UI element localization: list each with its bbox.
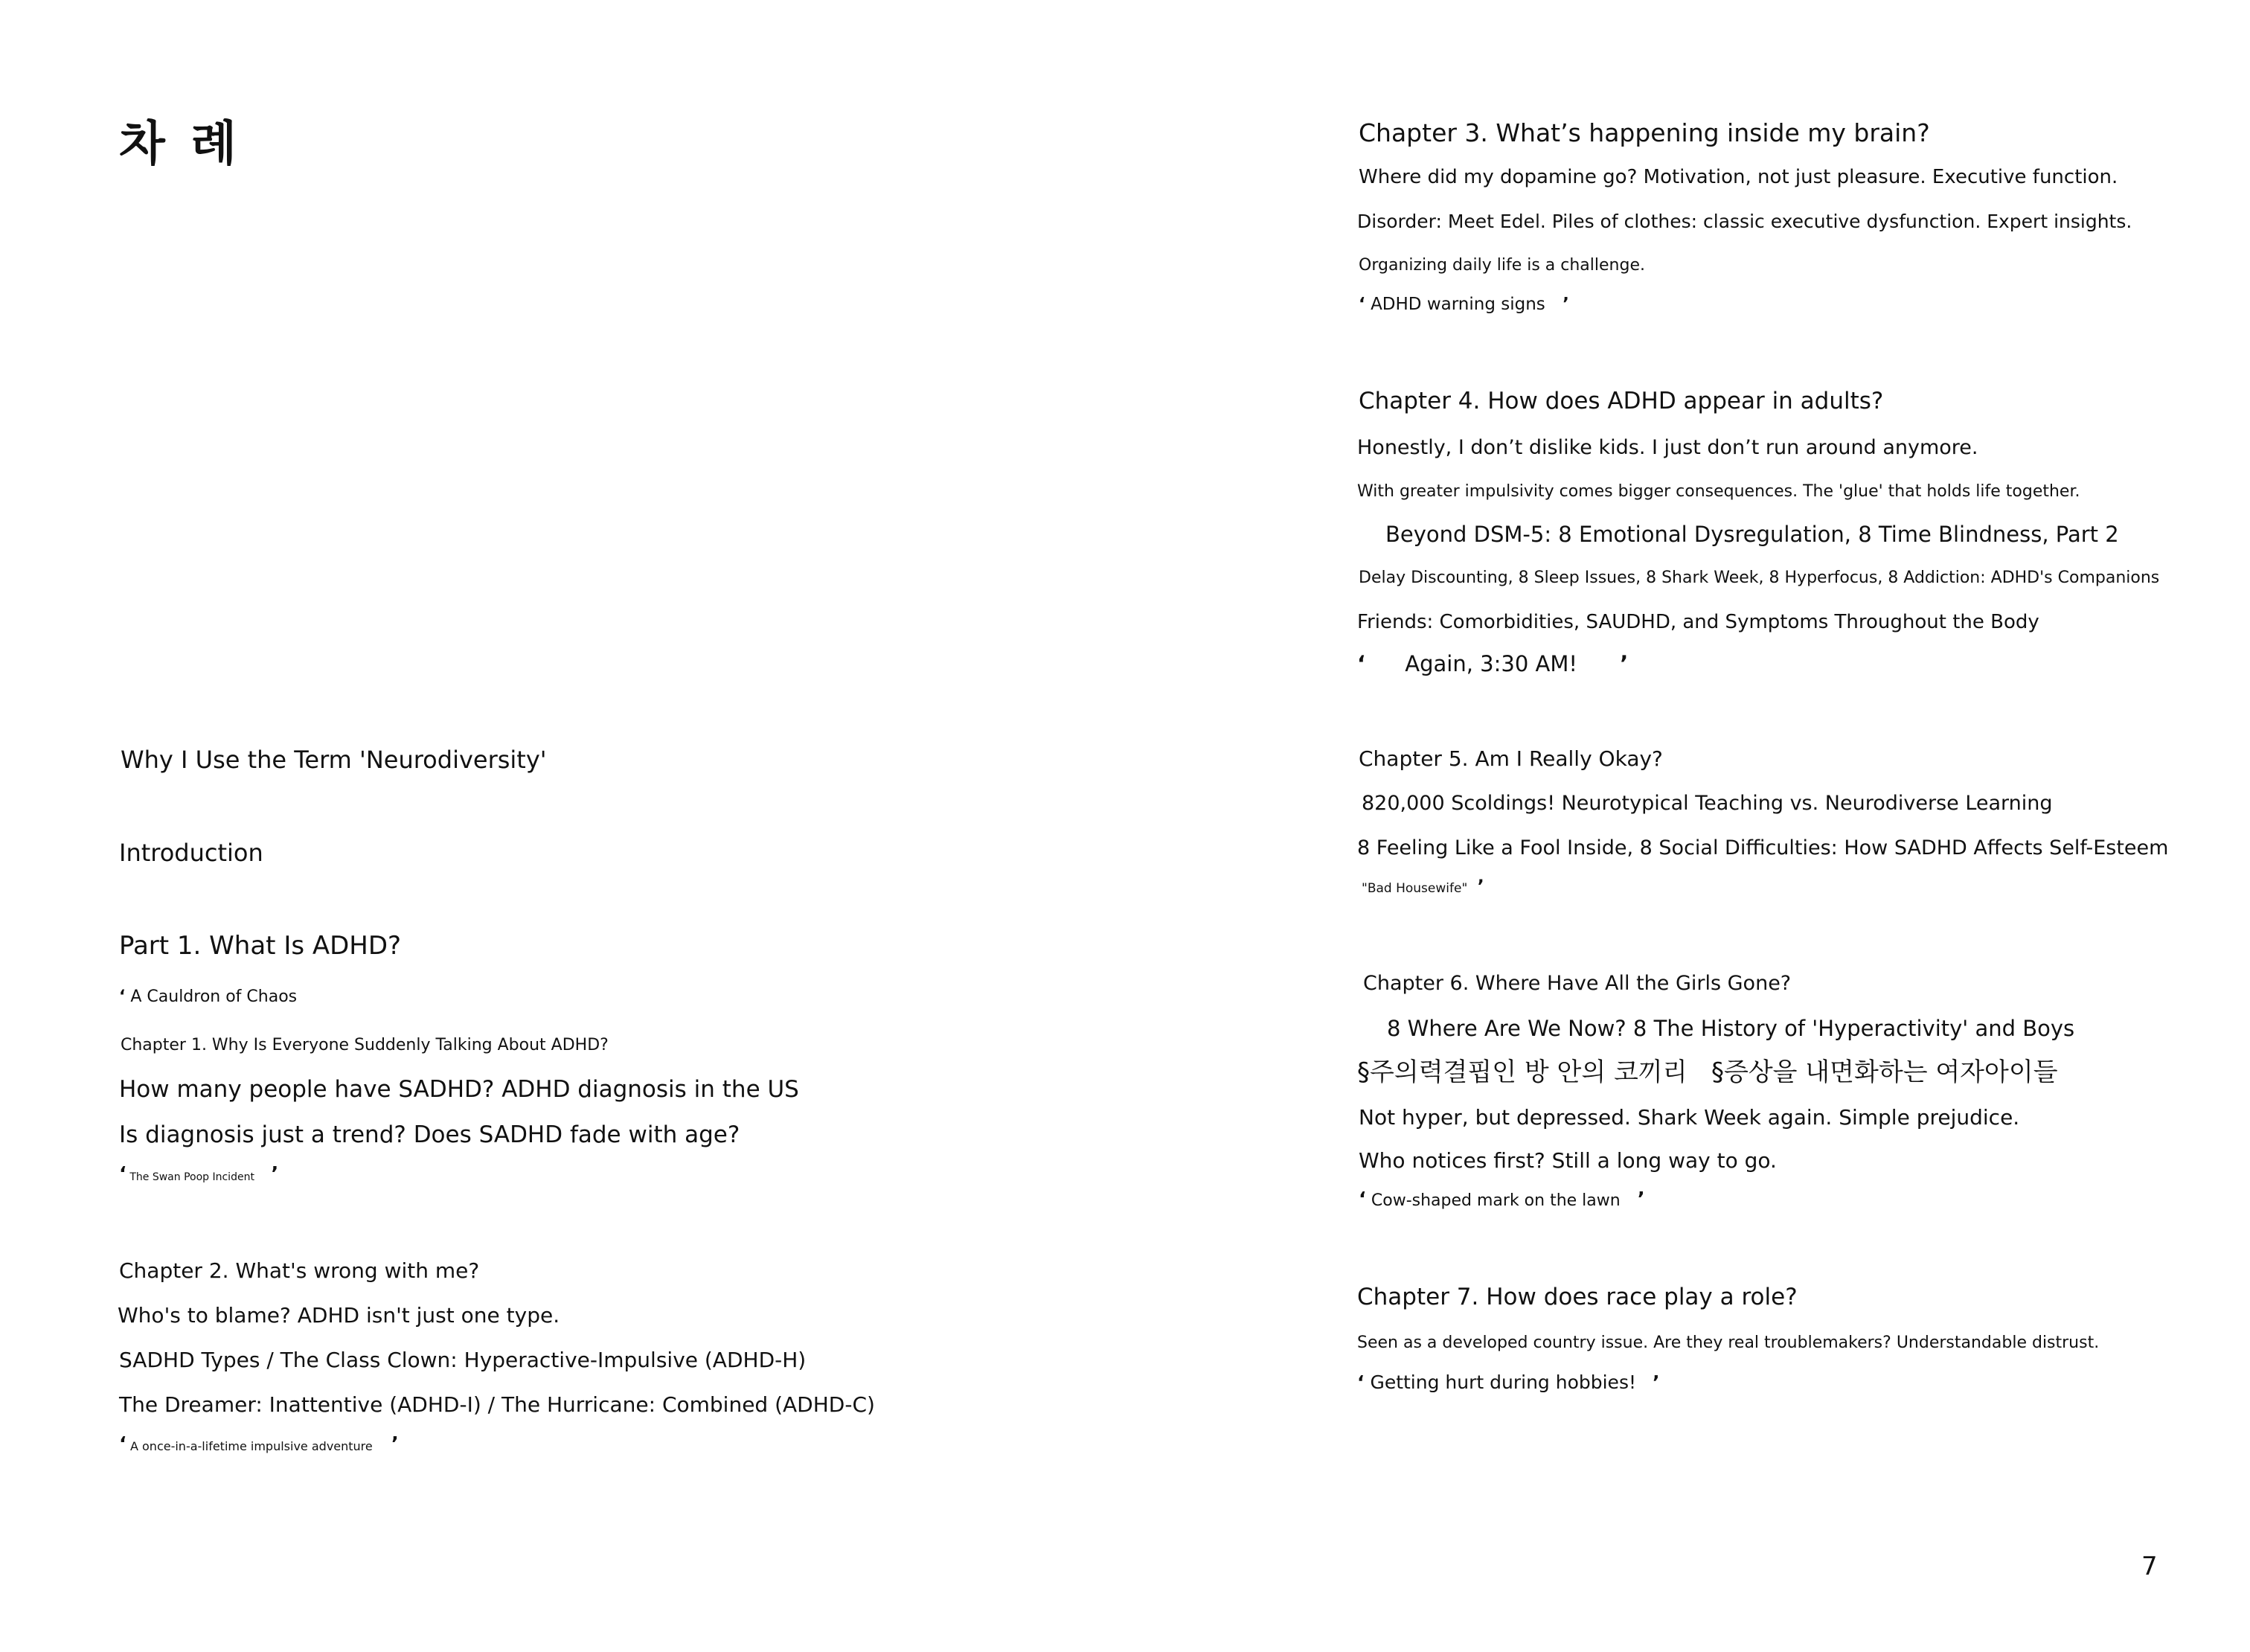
- toc-chapter6-line[interactable]: Not hyper, but depressed. Shark Week again. Simple prejudice.: [1359, 1105, 2020, 1130]
- toc-chapter5-line[interactable]: 8 Feeling Like a Fool Inside, 8 Social Difficulties: How SADHD Affects Self-Esteem: [1357, 836, 2169, 859]
- toc-chapter6-line-korean[interactable]: §주의력결핍인 방 안의 코끼리 §증상을 내면화하는 여자아이들: [1357, 1057, 2058, 1087]
- story-title: Again, 3:30 AM!: [1405, 651, 1577, 676]
- story-title: "Bad Housewife": [1362, 881, 1468, 896]
- toc-chapter5-line[interactable]: 820,000 Scoldings! Neurotypical Teaching vs. Neurodiverse Learning: [1362, 792, 2053, 815]
- toc-chapter6-line[interactable]: 8 Where Are We Now? 8 The History of 'Hyperactivity' and Boys: [1387, 1016, 2075, 1041]
- toc-chapter3-story[interactable]: [1359, 295, 1569, 314]
- story-title: The Swan Poop Incident: [129, 1171, 254, 1183]
- story-title: ADHD warning signs: [1371, 295, 1545, 314]
- toc-chapter4-line[interactable]: Friends: Comorbidities, SAUDHD, and Symptoms Throughout the Body: [1357, 611, 2039, 633]
- toc-chapter2-story[interactable]: [119, 1434, 399, 1456]
- open-quote: ‘: [1359, 295, 1365, 314]
- close-quote: ’: [1637, 1188, 1645, 1211]
- toc-chapter7-line[interactable]: Seen as a developed country issue. Are they real troublemakers? Understandable distrust.: [1357, 1334, 2100, 1352]
- story-title: Cow-shaped mark on the lawn: [1371, 1191, 1621, 1210]
- toc-chapter1-heading[interactable]: Chapter 1. Why Is Everyone Suddenly Talking About ADHD?: [121, 1036, 609, 1054]
- open-quote: ‘: [119, 1163, 126, 1185]
- toc-chapter3-heading[interactable]: Chapter 3. What’s happening inside my brain?: [1359, 118, 1930, 147]
- close-quote: ’: [1620, 651, 1629, 676]
- close-quote: ’: [271, 1163, 279, 1185]
- toc-chapter1-line[interactable]: How many people have SADHD? ADHD diagnosis in the US: [119, 1076, 799, 1103]
- toc-entry-introduction[interactable]: Introduction: [119, 839, 263, 867]
- toc-chapter4-line[interactable]: With greater impulsivity comes bigger consequences. The 'glue' that holds life together.: [1357, 482, 2080, 501]
- open-quote: ‘: [1357, 1371, 1365, 1393]
- page-number: 7: [2141, 1552, 2158, 1581]
- toc-chapter4-line[interactable]: Beyond DSM-5: 8 Emotional Dysregulation, 8 Time Blindness, Part 2: [1385, 522, 2119, 547]
- story-title: A Cauldron of Chaos: [130, 987, 298, 1006]
- toc-chapter6-heading[interactable]: Chapter 6. Where Have All the Girls Gone?: [1363, 972, 1792, 995]
- toc-chapter3-line[interactable]: Where did my dopamine go? Motivation, not just pleasure. Executive function.: [1359, 166, 2118, 188]
- toc-chapter7-story[interactable]: [1357, 1372, 1659, 1394]
- close-quote: ’: [1562, 295, 1569, 314]
- story-title: Getting hurt during hobbies!: [1370, 1371, 1636, 1393]
- open-quote: ‘: [1357, 651, 1366, 676]
- story-title: A once-in-a-lifetime impulsive adventure: [129, 1439, 373, 1453]
- toc-chapter4-line[interactable]: Honestly, I don’t dislike kids. I just don’t run around anymore.: [1357, 436, 1978, 459]
- toc-part1-story[interactable]: [119, 987, 297, 1006]
- toc-chapter6-story[interactable]: [1359, 1189, 1645, 1211]
- toc-chapter5-heading[interactable]: Chapter 5. Am I Really Okay?: [1359, 746, 1663, 771]
- toc-chapter3-line[interactable]: Disorder: Meet Edel. Piles of clothes: classic executive dysfunction. Expert insights.: [1357, 211, 2132, 232]
- close-quote: ’: [391, 1433, 399, 1456]
- toc-chapter7-heading[interactable]: Chapter 7. How does race play a role?: [1357, 1284, 1798, 1310]
- toc-chapter4-heading[interactable]: Chapter 4. How does ADHD appear in adults?: [1359, 388, 1884, 414]
- toc-chapter2-line[interactable]: SADHD Types / The Class Clown: Hyperactive-Impulsive (ADHD-H): [119, 1348, 807, 1372]
- toc-chapter5-story[interactable]: [1362, 877, 1484, 897]
- toc-chapter6-line[interactable]: Who notices first? Still a long way to go.: [1359, 1148, 1777, 1173]
- toc-chapter1-story[interactable]: [119, 1164, 278, 1186]
- close-quote: ’: [1652, 1371, 1660, 1393]
- open-quote: ‘: [119, 987, 126, 1006]
- toc-chapter4-line[interactable]: Delay Discounting, 8 Sleep Issues, 8 Shark Week, 8 Hyperfocus, 8 Addiction: ADHD's Companions: [1359, 569, 2160, 587]
- toc-chapter3-line[interactable]: Organizing daily life is a challenge.: [1359, 256, 1645, 275]
- toc-entry-neurodiversity[interactable]: Why I Use the Term 'Neurodiversity': [121, 746, 547, 774]
- open-quote: ‘: [119, 1433, 126, 1456]
- toc-chapter4-story[interactable]: [1357, 652, 1628, 676]
- toc-chapter2-line[interactable]: Who's to blame? ADHD isn't just one type.: [118, 1303, 560, 1328]
- toc-part1-heading[interactable]: Part 1. What Is ADHD?: [119, 931, 402, 961]
- toc-chapter1-line[interactable]: Is diagnosis just a trend? Does SADHD fade with age?: [119, 1121, 740, 1148]
- close-quote: ’: [1477, 876, 1484, 897]
- open-quote: ‘: [1359, 1188, 1366, 1211]
- toc-chapter2-line[interactable]: The Dreamer: Inattentive (ADHD-I) / The Hurricane: Combined (ADHD-C): [119, 1392, 875, 1417]
- toc-chapter2-heading[interactable]: Chapter 2. What's wrong with me?: [119, 1258, 480, 1283]
- page-title: 차 례: [119, 117, 241, 172]
